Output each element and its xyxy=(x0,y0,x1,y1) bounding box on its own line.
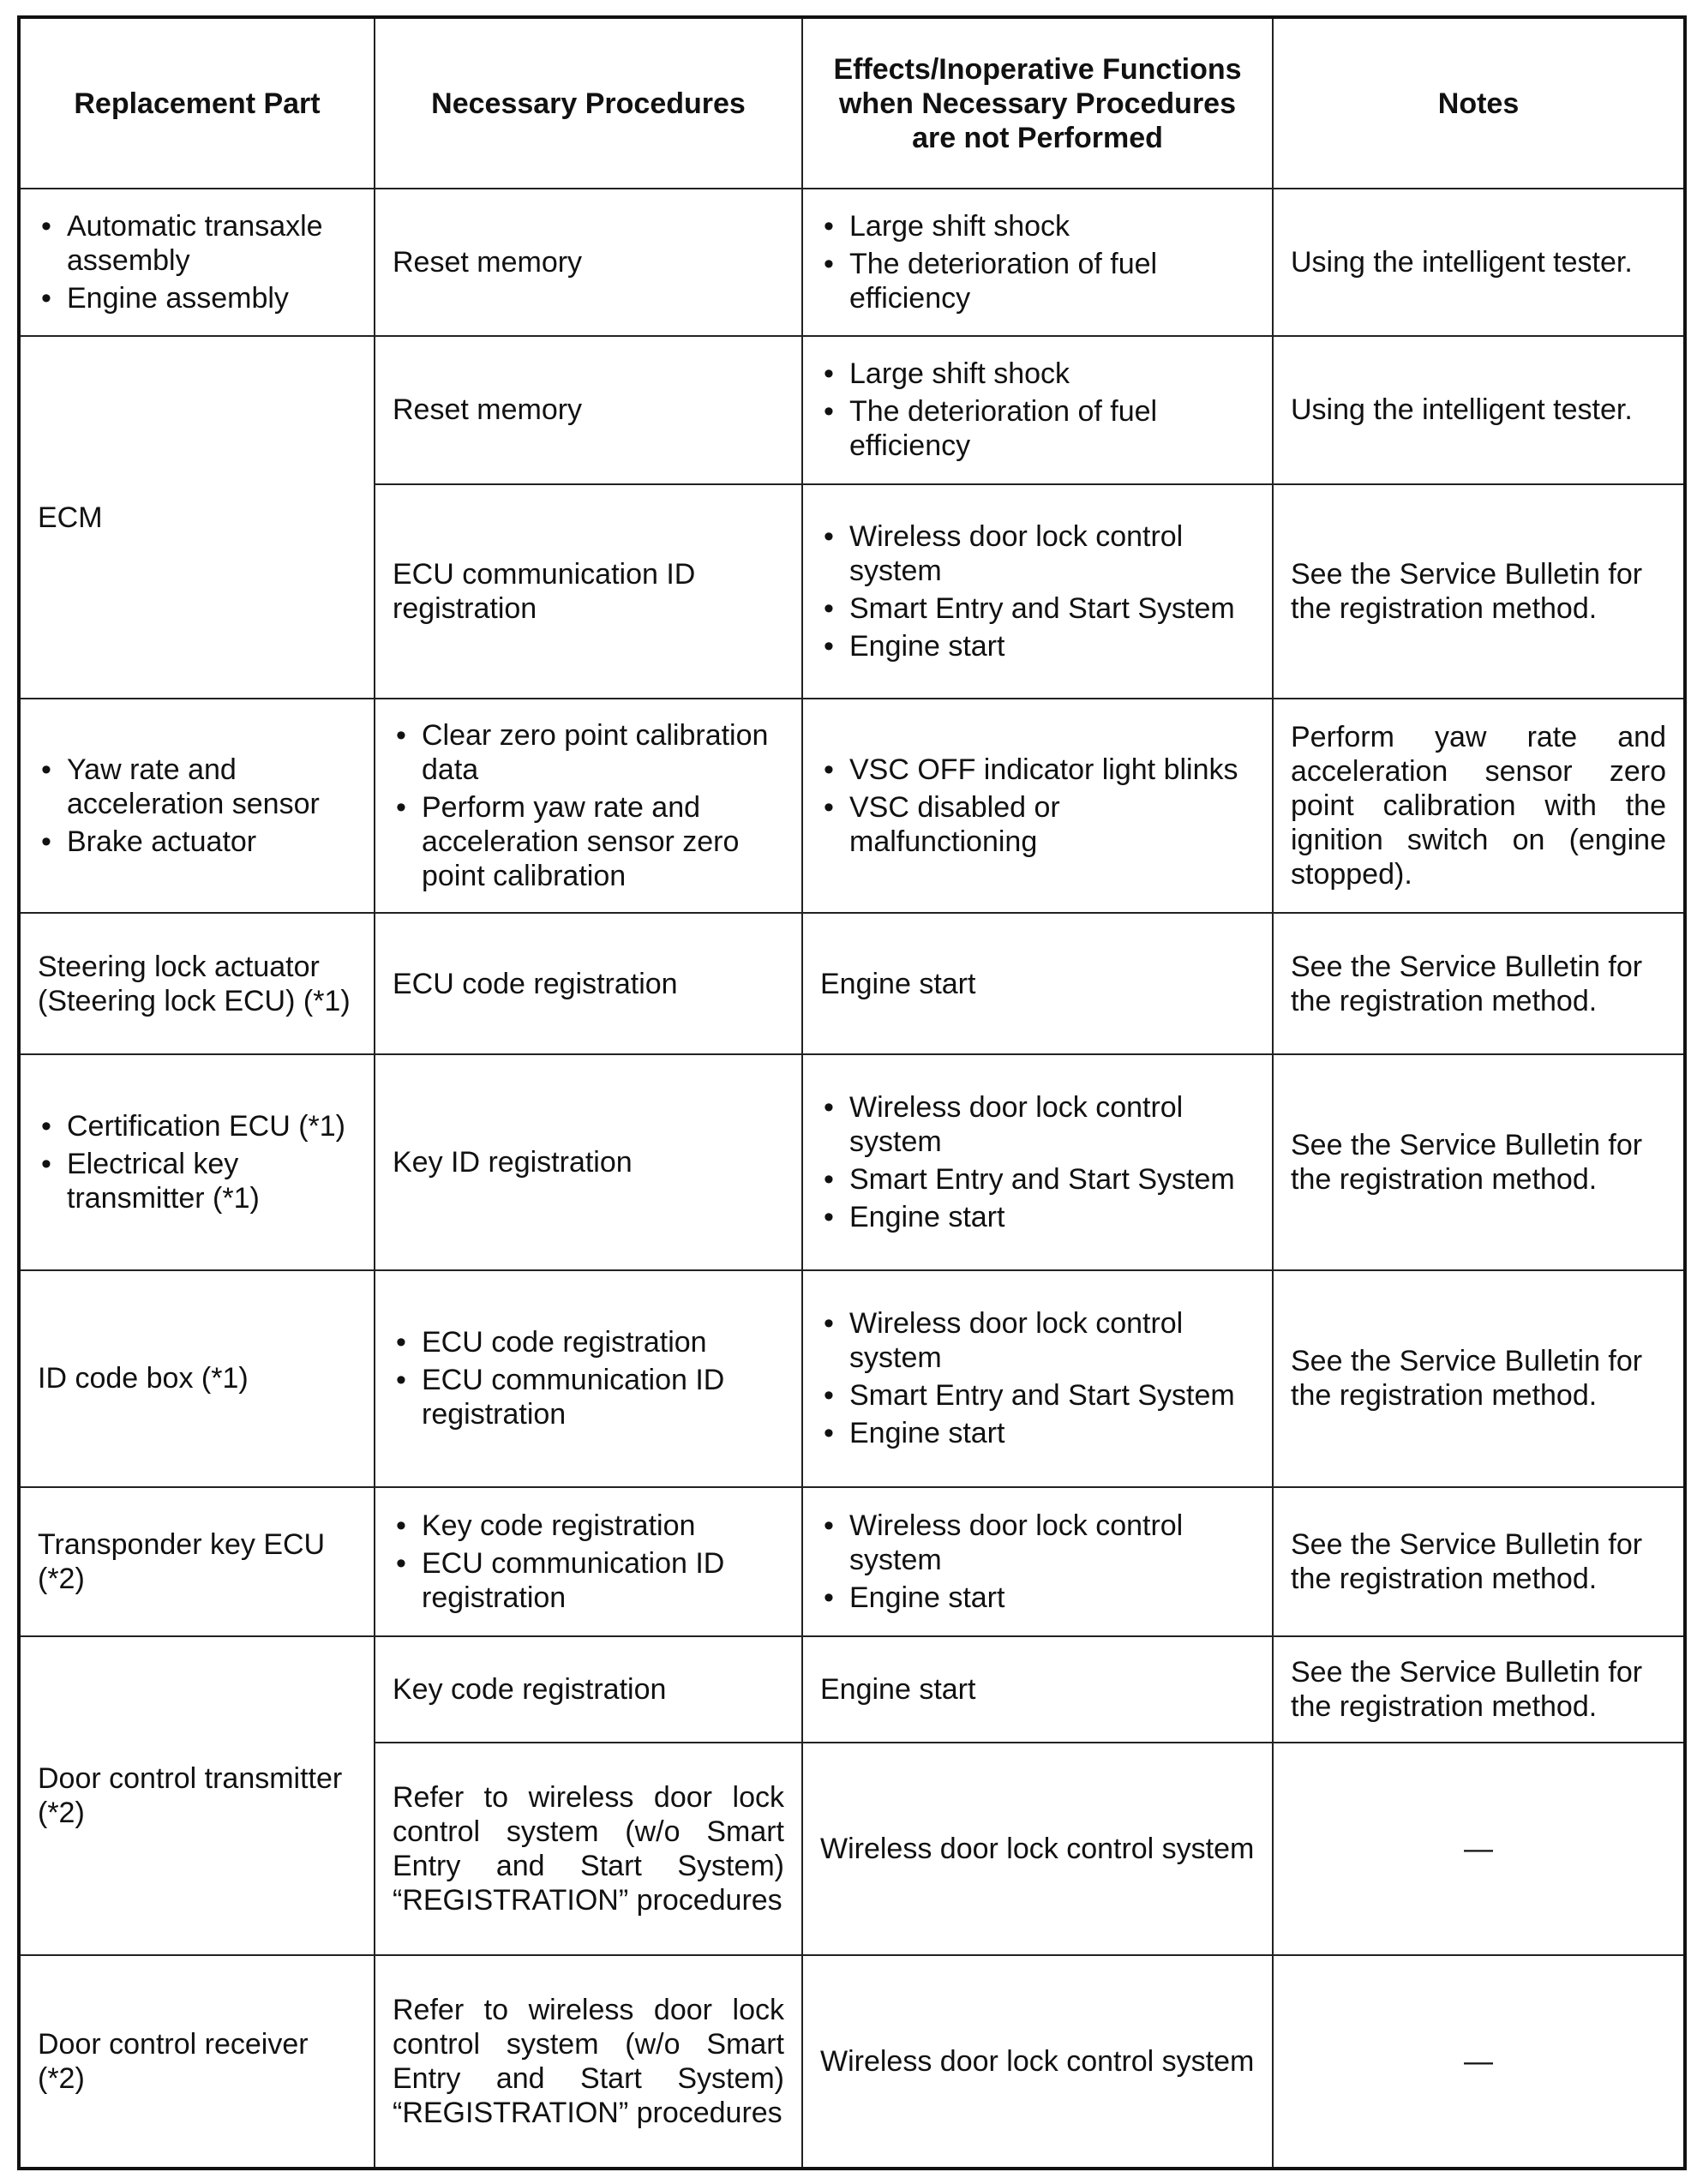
cell-part: Steering lock actuator (Steering lock ECU) (*1) xyxy=(19,913,375,1053)
list-item: • Brake actuator xyxy=(38,825,357,859)
list-item: • VSC OFF indicator light blinks xyxy=(820,753,1255,787)
cell-procedure: Reset memory xyxy=(375,189,802,336)
table-row xyxy=(19,1487,1685,1636)
cell-procedure: Key code registration xyxy=(375,1636,802,1743)
table-row xyxy=(19,913,1685,1053)
cell-procedure: Key ID registration xyxy=(375,1054,802,1270)
cell-part xyxy=(19,699,375,913)
cell-notes: See the Service Bulletin for the registration method. xyxy=(1273,1487,1685,1636)
table-row xyxy=(19,1054,1685,1270)
replacement-procedures-table xyxy=(17,15,1687,2170)
cell-effects xyxy=(802,1270,1273,1486)
list-item: • VSC disabled or malfunctioning xyxy=(820,790,1255,859)
list-item: • Yaw rate and acceleration sensor xyxy=(38,753,357,821)
cell-notes: Perform yaw rate and acceleration sensor zero point calibration with the ignition switch on (engine stopped). xyxy=(1273,699,1685,913)
list-item: • ECU code registration xyxy=(393,1325,784,1359)
part-list xyxy=(38,753,357,859)
cell-notes: Using the intelligent tester. xyxy=(1273,189,1685,336)
cell-effects xyxy=(802,1054,1273,1270)
cell-effects: Engine start xyxy=(802,913,1273,1053)
cell-part xyxy=(19,1054,375,1270)
effects-list xyxy=(820,357,1255,463)
cell-procedure: ECU communication ID registration xyxy=(375,484,802,699)
table-row xyxy=(19,336,1685,483)
header-row xyxy=(19,17,1685,189)
list-item: • Smart Entry and Start System xyxy=(820,1162,1255,1197)
cell-notes: — xyxy=(1273,1955,1685,2169)
list-item: • Smart Entry and Start System xyxy=(820,591,1255,626)
cell-effects xyxy=(802,189,1273,336)
table-row xyxy=(19,189,1685,336)
header-effects: Effects/Inoperative Functions when Necessary Procedures are not Performed xyxy=(802,17,1273,189)
cell-effects: Wireless door lock control system xyxy=(802,1743,1273,1955)
cell-procedure: Refer to wireless door lock control system (w/o Smart Entry and Start System) “REGISTRATION” procedures xyxy=(375,1743,802,1955)
cell-notes: See the Service Bulletin for the registration method. xyxy=(1273,484,1685,699)
table-row xyxy=(19,1636,1685,1743)
effects-list xyxy=(820,1509,1255,1615)
list-item: • Automatic transaxle assembly xyxy=(38,209,357,278)
header-necessary-procedures: Necessary Procedures xyxy=(375,17,802,189)
cell-part: Door control transmitter (*2) xyxy=(19,1636,375,1956)
cell-procedure xyxy=(375,1487,802,1636)
cell-effects: Engine start xyxy=(802,1636,1273,1743)
cell-part: Door control receiver (*2) xyxy=(19,1955,375,2169)
cell-notes: See the Service Bulletin for the registration method. xyxy=(1273,1054,1685,1270)
cell-effects xyxy=(802,1487,1273,1636)
list-item: • Perform yaw rate and acceleration sensor zero point calibration xyxy=(393,790,784,893)
list-item: • Clear zero point calibration data xyxy=(393,718,784,787)
list-item: • Engine start xyxy=(820,629,1255,663)
procedure-list xyxy=(393,1325,784,1431)
table-row xyxy=(19,699,1685,913)
list-item: • Wireless door lock control system xyxy=(820,1306,1255,1375)
cell-notes: See the Service Bulletin for the registration method. xyxy=(1273,1270,1685,1486)
cell-procedure xyxy=(375,1270,802,1486)
cell-part xyxy=(19,189,375,336)
effects-list xyxy=(820,209,1255,315)
list-item: • Engine start xyxy=(820,1416,1255,1450)
header-replacement-part: Replacement Part xyxy=(19,17,375,189)
list-item: • Large shift shock xyxy=(820,209,1255,243)
list-item: • Wireless door lock control system xyxy=(820,1509,1255,1577)
list-item: • ECU communication ID registration xyxy=(393,1546,784,1615)
cell-effects: Wireless door lock control system xyxy=(802,1955,1273,2169)
cell-effects xyxy=(802,699,1273,913)
list-item: • Wireless door lock control system xyxy=(820,1090,1255,1159)
list-item: • The deterioration of fuel efficiency xyxy=(820,247,1255,315)
cell-part: ECM xyxy=(19,336,375,699)
list-item: • ECU communication ID registration xyxy=(393,1363,784,1431)
table-row xyxy=(19,1270,1685,1486)
cell-effects xyxy=(802,484,1273,699)
cell-part: ID code box (*1) xyxy=(19,1270,375,1486)
list-item: • Smart Entry and Start System xyxy=(820,1378,1255,1413)
cell-part: Transponder key ECU (*2) xyxy=(19,1487,375,1636)
cell-procedure xyxy=(375,699,802,913)
cell-procedure: ECU code registration xyxy=(375,913,802,1053)
list-item: • Wireless door lock control system xyxy=(820,519,1255,588)
cell-effects xyxy=(802,336,1273,483)
cell-notes: — xyxy=(1273,1743,1685,1955)
list-item: • Electrical key transmitter (*1) xyxy=(38,1147,357,1215)
effects-list xyxy=(820,753,1255,859)
header-notes: Notes xyxy=(1273,17,1685,189)
procedure-list xyxy=(393,1509,784,1615)
cell-procedure: Reset memory xyxy=(375,336,802,483)
effects-list xyxy=(820,1306,1255,1450)
list-item: • Engine start xyxy=(820,1581,1255,1615)
part-list xyxy=(38,1109,357,1215)
effects-list xyxy=(820,1090,1255,1234)
list-item: • Certification ECU (*1) xyxy=(38,1109,357,1143)
procedure-list xyxy=(393,718,784,893)
list-item: • Key code registration xyxy=(393,1509,784,1543)
effects-list xyxy=(820,519,1255,663)
cell-notes: See the Service Bulletin for the registration method. xyxy=(1273,913,1685,1053)
list-item: • The deterioration of fuel efficiency xyxy=(820,394,1255,463)
list-item: • Engine start xyxy=(820,1200,1255,1234)
list-item: • Large shift shock xyxy=(820,357,1255,391)
part-list xyxy=(38,209,357,315)
cell-procedure: Refer to wireless door lock control system (w/o Smart Entry and Start System) “REGISTRATION” procedures xyxy=(375,1955,802,2169)
cell-notes: Using the intelligent tester. xyxy=(1273,336,1685,483)
cell-notes: See the Service Bulletin for the registration method. xyxy=(1273,1636,1685,1743)
list-item: • Engine assembly xyxy=(38,281,357,315)
table-row xyxy=(19,1955,1685,2169)
